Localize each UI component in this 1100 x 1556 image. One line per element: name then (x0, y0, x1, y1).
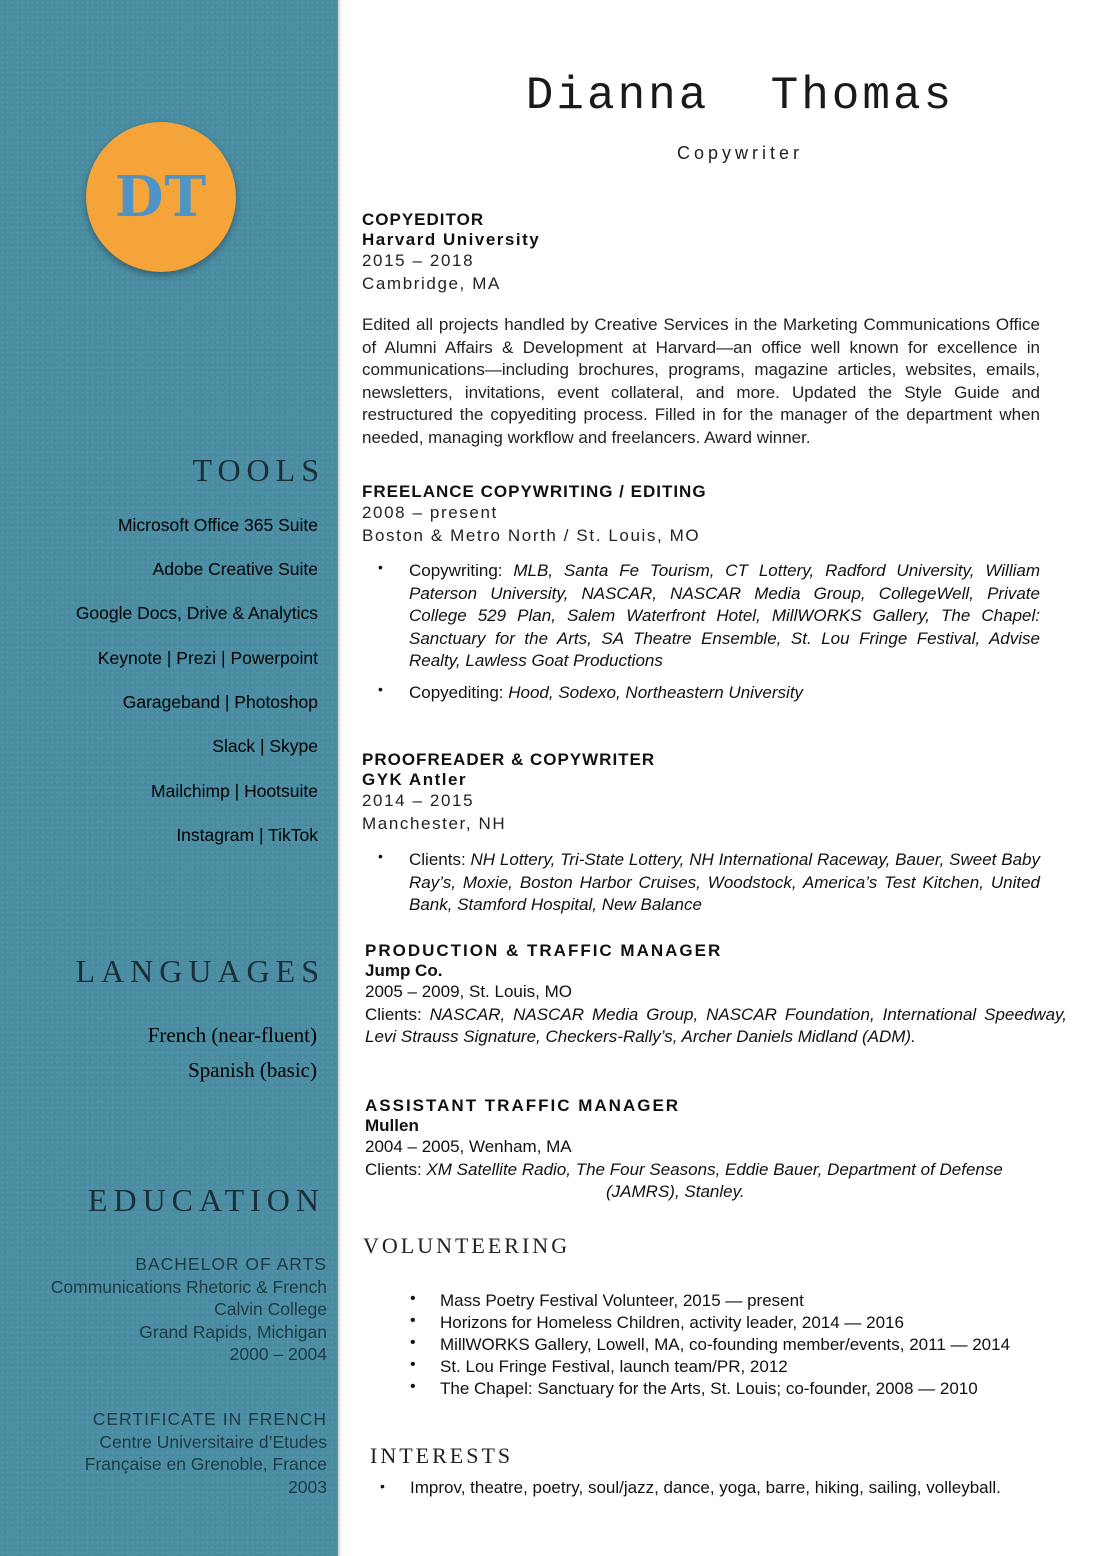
job-title: COPYEDITOR (362, 210, 485, 229)
job-assistant (365, 1096, 1067, 1204)
job-copyeditor (362, 210, 1040, 449)
job-title: PROOFREADER & COPYWRITER (362, 750, 656, 769)
education-line: Calvin College (214, 1299, 327, 1319)
job-location: Boston & Metro North / St. Louis, MO (362, 525, 701, 545)
education-line: Communications Rhetoric & French (50, 1276, 327, 1297)
sidebar-shadow (338, 0, 342, 1556)
job-title: FREELANCE COPYWRITING / EDITING (362, 482, 707, 501)
interests-heading: INTERESTS (370, 1443, 514, 1468)
tool-item: Microsoft Office 365 Suite (117, 515, 318, 535)
tool-item: Slack | Skype (212, 736, 318, 756)
job-production (365, 941, 1067, 1049)
education-line: 2003 (288, 1476, 327, 1497)
client-list: NASCAR, NASCAR Media Group, NASCAR Foundation, International Speedway, Levi Strauss Signature, Checkers-Rally’s, Archer Daniels Midland (ADM). (365, 1004, 1067, 1046)
copywriting-label: Copywriting: (409, 561, 514, 580)
tool-item: Garageband | Photoshop (122, 692, 318, 712)
copyediting-clients (409, 682, 1040, 705)
monogram-text: DT (114, 164, 208, 230)
tool-item: Instagram | TikTok (176, 825, 318, 845)
job-employer: Harvard University (362, 230, 541, 249)
education-line: Grand Rapids, Michigan (139, 1321, 327, 1342)
degree-title: BACHELOR OF ARTS (135, 1254, 327, 1274)
education-entry (85, 1408, 327, 1498)
job-title: PRODUCTION & TRAFFIC MANAGER (365, 941, 723, 960)
copywriting-client-list: MLB, Santa Fe Tourism, CT Lottery, Radford University, William Paterson University, NASCAR, NASCAR Media Group, CollegeWell, Private College 529 Plan, Salem Waterfront Hotel, MillWORKS Gallery, The Chapel: Sanctuary for the Arts, SA Theatre Ensemble, St. Lou Fringe Festival, Advise Realty, Lawless Goat Productions (409, 561, 1040, 670)
degree-title: CERTIFICATE IN FRENCH (92, 1409, 327, 1429)
languages-heading: LANGUAGES (75, 953, 325, 989)
list-item: • Mass Poetry Festival Volunteer, 2015 — present (410, 1290, 1010, 1312)
job-freelance (362, 482, 1040, 547)
interests-text: Improv, theatre, poetry, soul/jazz, dance, yoga, barre, hiking, sailing, volleyball. (410, 1478, 1001, 1497)
tool-item: Adobe Creative Suite (152, 559, 318, 579)
job-location: Cambridge, MA (362, 273, 501, 293)
list-item: • St. Lou Fringe Festival, launch team/PR, 2012 (410, 1356, 1010, 1378)
tool-item: Google Docs, Drive & Analytics (75, 603, 318, 623)
education-entry (51, 1253, 327, 1366)
job-description: Edited all projects handled by Creative Services in the Marketing Communications Office of Alumni Affairs & Development at Harvard—an office well known for excellence in communications—including brochures, programs, magazine articles, websites, emails, newsletters, invitations, event collateral, and more. Updated the Style Guide and restructured the copyediting process. Filled in for the manager of the department when needed, managing workflow and freelancers. Award winner. (362, 315, 1040, 447)
copyediting-label: Copyediting: (409, 683, 509, 702)
education-line: 2000 – 2004 (229, 1344, 327, 1364)
job-dates-location: 2005 – 2009, St. Louis, MO (365, 982, 572, 1001)
copywriting-clients (409, 560, 1040, 673)
assistant-clients (365, 1159, 1067, 1182)
bullet-icon: • (378, 559, 383, 575)
candidate-title: Copywriter (676, 143, 804, 163)
job-employer: Jump Co. (365, 961, 443, 980)
candidate-name: Dianna Thomas (525, 70, 955, 122)
language-item: French (near-fluent) (147, 1023, 317, 1047)
job-employer: Mullen (365, 1116, 419, 1135)
language-item: Spanish (basic) (188, 1058, 317, 1082)
client-list: XM Satellite Radio, The Four Seasons, Eddie Bauer, Department of Defense (426, 1159, 1003, 1179)
tools-heading: TOOLS (192, 452, 325, 488)
list-item: • MillWORKS Gallery, Lowell, MA, co-founding member/events, 2011 — 2014 (410, 1334, 1010, 1356)
tool-item: Keynote | Prezi | Powerpoint (97, 648, 318, 668)
list-item: • The Chapel: Sanctuary for the Arts, St. Louis; co-founder, 2008 — 2010 (410, 1378, 1010, 1400)
proofreader-clients (409, 849, 1040, 917)
job-dates: 2014 – 2015 (362, 791, 475, 810)
education-line: Française en Grenoble, France (84, 1454, 327, 1474)
copyediting-client-list: Hood, Sodexo, Northeastern University (508, 683, 804, 702)
education-line: Centre Universitaire d’Etudes (99, 1431, 327, 1452)
client-list: NH Lottery, Tri-State Lottery, NH International Raceway, Bauer, Sweet Baby Ray’s, Moxie, Boston Harbor Cruises, Woodstock, America’s Test Kitchen, United Bank, Stamford Hospital, New Balance (409, 850, 1040, 914)
job-dates: 2008 – present (362, 503, 498, 522)
clients-label: Clients: (365, 1004, 430, 1024)
job-location: Manchester, NH (362, 813, 507, 833)
tool-item: Mailchimp | Hootsuite (151, 781, 318, 801)
client-list-continued: (JAMRS), Stanley. (606, 1182, 745, 1201)
volunteering-heading: VOLUNTEERING (363, 1233, 571, 1258)
job-dates: 2015 – 2018 (362, 251, 475, 270)
job-employer: GYK Antler (362, 770, 468, 789)
clients-label: Clients: (409, 850, 471, 869)
list-item: • Horizons for Homeless Children, activity leader, 2014 — 2016 (410, 1312, 1010, 1334)
bullet-icon: • (378, 681, 383, 697)
job-proofreader (362, 750, 1040, 835)
bullet-icon: • (378, 848, 383, 864)
job-dates-location: 2004 – 2005, Wenham, MA (365, 1137, 572, 1156)
education-heading: EDUCATION (87, 1182, 325, 1218)
job-title: ASSISTANT TRAFFIC MANAGER (365, 1096, 681, 1115)
bullet-icon: • (380, 1478, 385, 1494)
production-clients (365, 1004, 1067, 1049)
volunteering-list (410, 1290, 1010, 1400)
clients-label: Clients: (365, 1159, 427, 1179)
monogram-badge (86, 122, 236, 272)
